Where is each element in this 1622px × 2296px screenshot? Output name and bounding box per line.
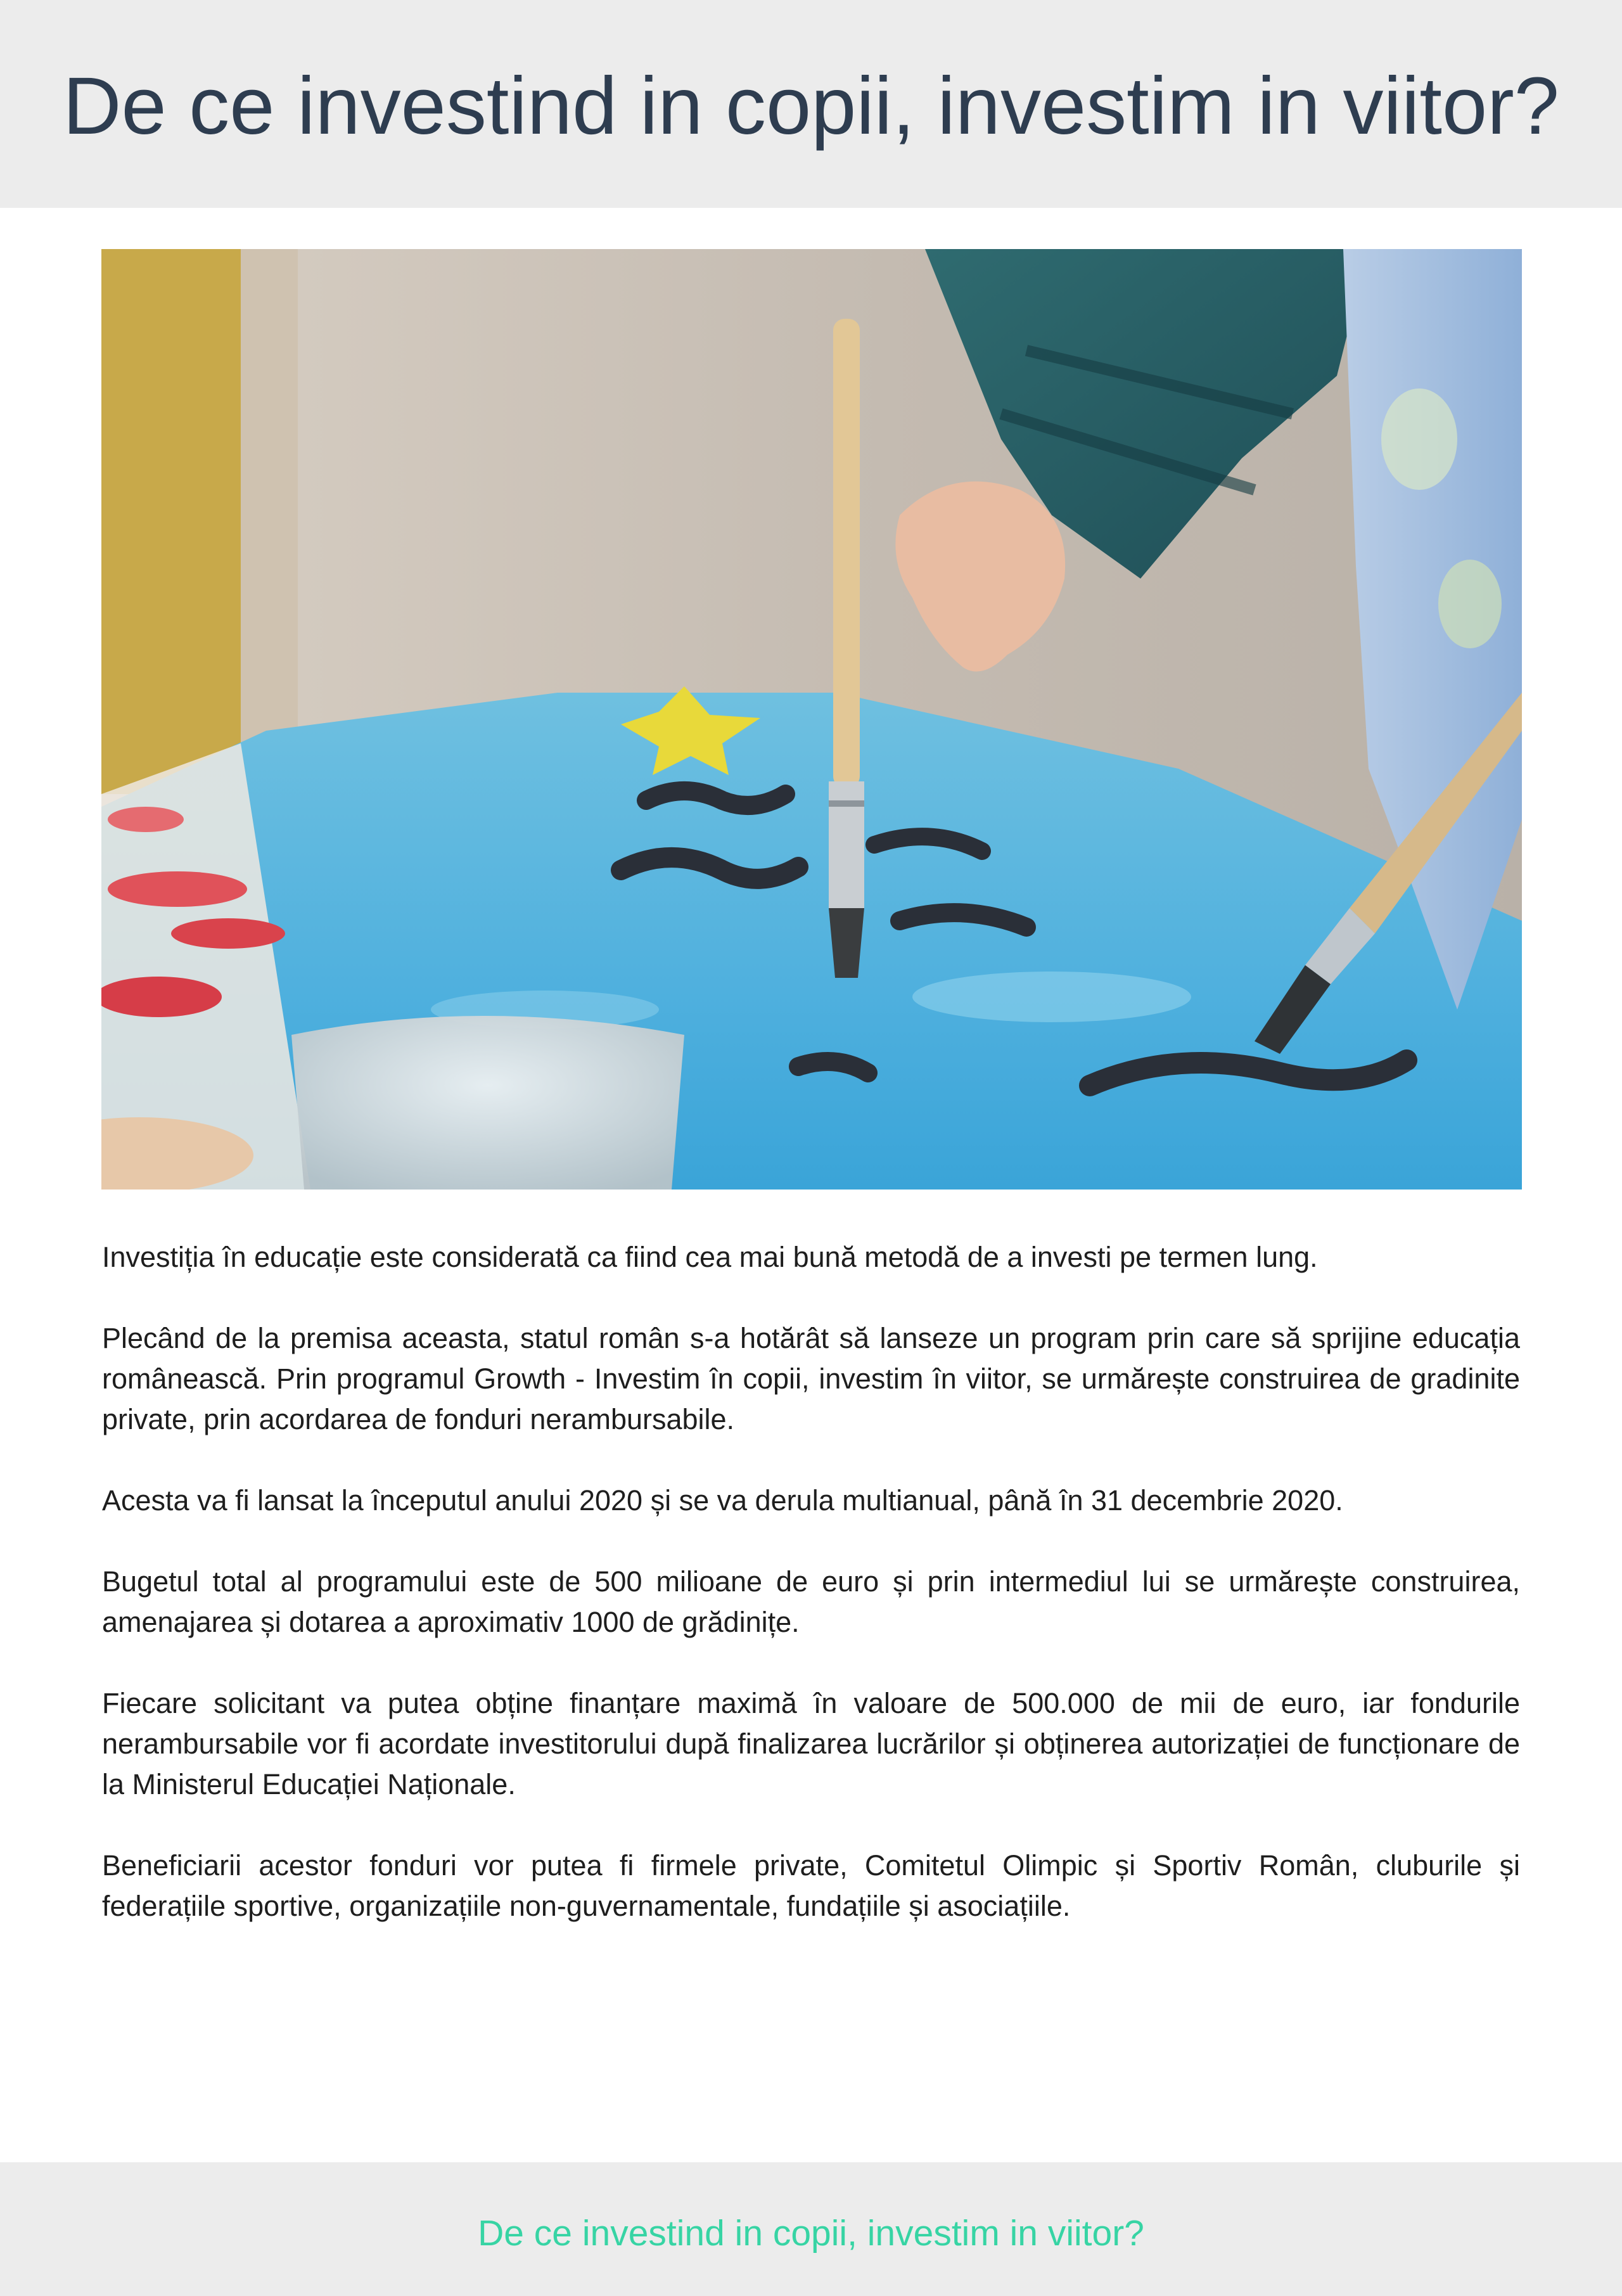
page-title: De ce investind in copii, investim in viitor? xyxy=(63,61,1559,151)
paragraph: Beneficiarii acestor fonduri vor putea fi firmele private, Comitetul Olimpic și Sportiv Român, cluburile și federațiile sportive, organizațiile non-guvernamentale, fundațiile și asociațiile. xyxy=(102,1849,1520,1922)
paragraph: Fiecare solicitant va putea obține finanțare maximă în valoare de 500.000 de mii de euro, iar fondurile nerambursabile vor fi acordate investitorului după finalizarea lucrărilor și obținerea autorizației de funcționare de la Ministerul Educației Naționale. xyxy=(102,1687,1520,1800)
footer-title: De ce investind in copii, investim in viitor? xyxy=(478,2213,1144,2254)
article-body xyxy=(102,1237,1520,1967)
paragraph: Plecând de la premisa aceasta, statul român s-a hotărât să lanseze un program prin care să sprijine educația românească. Prin programul Growth - Investim în copii, investim în viitor, se urmărește construirea de gradinite private, prin acordarea de fonduri nerambursabile. xyxy=(102,1322,1520,1435)
paragraph: Acesta va fi lansat la începutul anului 2020 și se va derula multianual, până în 31 decembrie 2020. xyxy=(102,1484,1343,1517)
article-photo xyxy=(101,249,1522,1190)
paragraph: Investiția în educație este considerată ca fiind cea mai bună metodă de a investi pe termen lung. xyxy=(102,1241,1318,1273)
paragraph: Bugetul total al programului este de 500 milioane de euro și prin intermediul lui se urmărește construirea, amenajarea și dotarea a aproximativ 1000 de grădinițe. xyxy=(102,1565,1520,1638)
page-footer xyxy=(0,2162,1622,2296)
page-header xyxy=(0,0,1622,208)
child-painting-icon xyxy=(101,249,1522,1190)
